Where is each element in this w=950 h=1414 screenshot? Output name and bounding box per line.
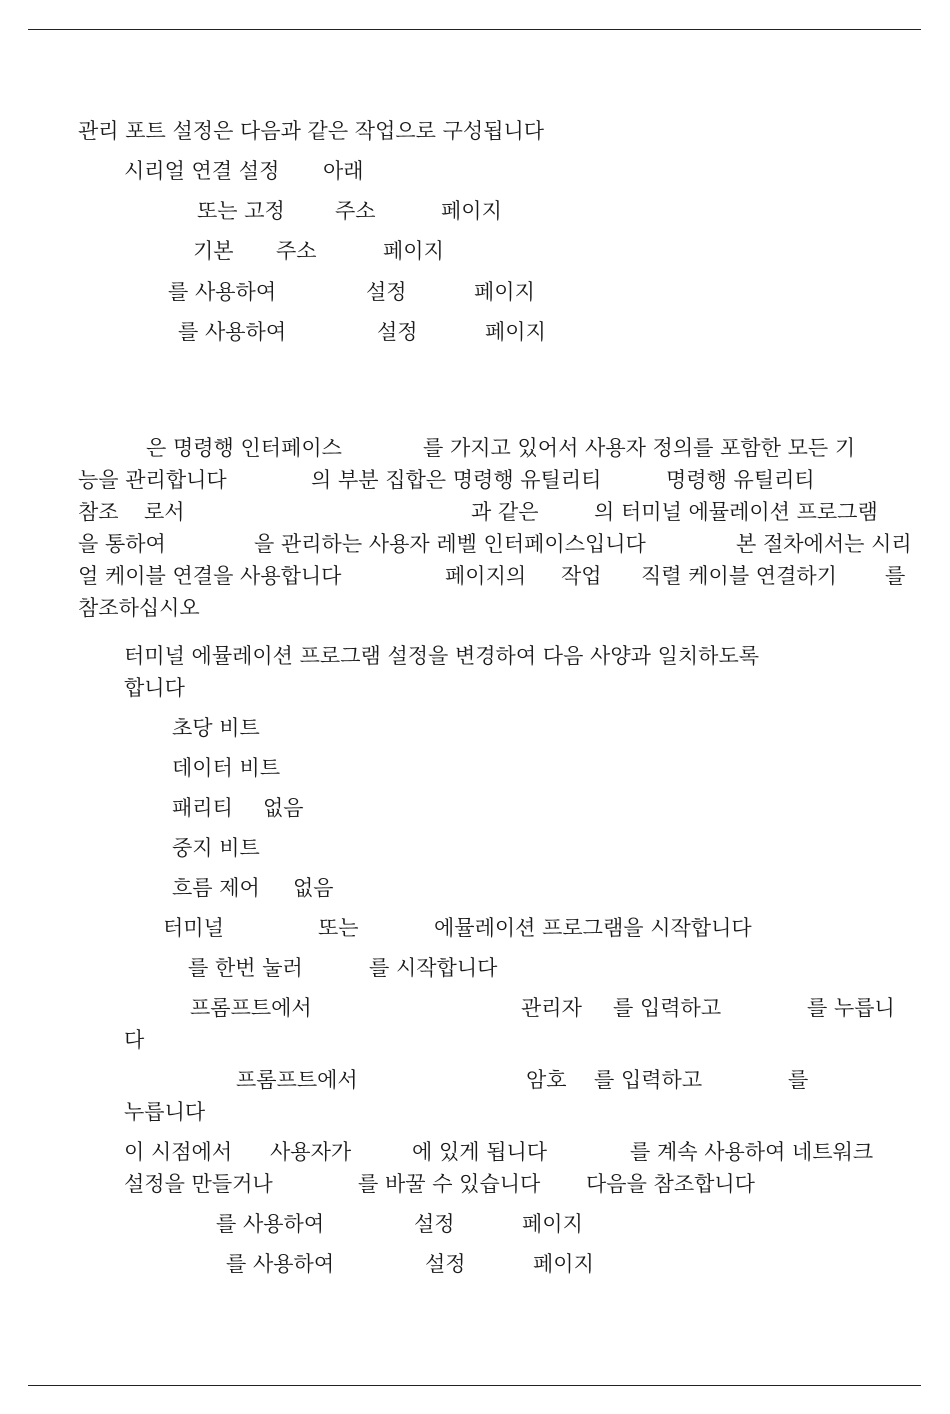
spec-bits-per-second: 초당 비트 — [172, 716, 260, 740]
bottom-rule — [28, 1385, 921, 1386]
task-default-page: 페이지 — [383, 239, 444, 263]
task-static-page: 페이지 — [441, 199, 502, 223]
step-start-emulator: 에뮬레이션 프로그램을 시작합니다 — [434, 916, 752, 940]
body-fragment: 작업 — [561, 564, 602, 588]
step-press-once: 를 한번 눌러 — [188, 956, 303, 980]
body-fragment: 를 — [885, 564, 906, 588]
body-fragment: 과 같은 — [471, 500, 539, 524]
task-serial-below: 아래 — [323, 159, 364, 183]
step-press-start: 를 시작합니다 — [369, 956, 498, 980]
step-now-e: 설정을 만들거나 — [124, 1172, 273, 1196]
step-start-or: 또는 — [318, 916, 359, 940]
task-default-text: 기본 — [193, 239, 234, 263]
step-login-enter: 를 입력하고 — [613, 996, 722, 1020]
ref1-text: 를 사용하여 — [216, 1212, 325, 1236]
step-now-d: 를 계속 사용하여 네트워크 — [630, 1140, 874, 1164]
body-line-4 — [78, 528, 920, 560]
spec-flow-control-value: 없음 — [293, 876, 334, 900]
task-static-text: 또는 고정 — [197, 199, 285, 223]
body-fragment: 직렬 케이블 연결하기 — [641, 564, 837, 588]
ref2-text: 를 사용하여 — [226, 1252, 335, 1276]
spec-stop-bits: 중지 비트 — [172, 836, 260, 860]
body-fragment: 로서 — [144, 500, 185, 524]
step-login-end: 다 — [124, 1028, 145, 1052]
ref2-page: 페이지 — [533, 1252, 594, 1276]
body-line-1 — [78, 432, 920, 464]
body-paragraph — [78, 432, 920, 624]
ref1-setting: 설정 — [414, 1212, 455, 1236]
top-rule — [28, 29, 921, 30]
body-fragment: 페이지의 — [445, 564, 527, 588]
step-now-c: 에 있게 됩니다 — [412, 1140, 548, 1164]
body-fragment: 명령행 유틸리티 — [666, 468, 815, 492]
task-default-address: 주소 — [276, 239, 317, 263]
ref1-page: 페이지 — [522, 1212, 583, 1236]
body-fragment: 을 통하여 — [78, 532, 166, 556]
body-line-5 — [78, 560, 920, 592]
body-fragment: 의 부분 집합은 명령행 유틸리티 — [311, 468, 602, 492]
task-use1-page: 페이지 — [474, 280, 535, 304]
task-use1-text: 를 사용하여 — [168, 280, 277, 304]
step-password-end: 누릅니다 — [124, 1100, 206, 1124]
step-password-prompt: 프롬프트에서 — [236, 1068, 358, 1092]
body-line-3 — [78, 496, 920, 528]
step-login-press: 를 누릅니 — [807, 996, 895, 1020]
task-use2-text: 를 사용하여 — [178, 320, 287, 344]
step-start-terminal: 터미널 — [163, 916, 224, 940]
task-use2-page: 페이지 — [485, 320, 546, 344]
body-fragment: 능을 관리합니다 — [78, 468, 227, 492]
step-terminal-line2: 합니다 — [124, 676, 185, 700]
step-terminal-line1: 터미널 에뮬레이션 프로그램 설정을 변경하여 다음 사양과 일치하도록 — [124, 644, 760, 668]
task-serial-text: 시리얼 연결 설정 — [124, 159, 280, 183]
ref2-setting: 설정 — [425, 1252, 466, 1276]
step-now-b: 사용자가 — [270, 1140, 352, 1164]
step-password-enter: 를 입력하고 — [594, 1068, 703, 1092]
body-fragment: 을 관리하는 사용자 레벨 인터페이스입니다 — [254, 532, 646, 556]
step-now-f: 를 바꿀 수 있습니다 — [358, 1172, 541, 1196]
step-login-prompt: 프롬프트에서 — [190, 996, 312, 1020]
intro-text: 관리 포트 설정은 다음과 같은 작업으로 구성됩니다 — [78, 119, 545, 143]
body-line-2 — [78, 464, 920, 496]
body-fragment: 참조하십시오 — [78, 596, 200, 620]
body-fragment: 를 가지고 있어서 사용자 정의를 포함한 모든 기 — [423, 436, 856, 460]
body-fragment: 의 터미널 에뮬레이션 프로그램 — [594, 500, 878, 524]
step-login-admin: 관리자 — [521, 996, 582, 1020]
step-password-key: 를 — [788, 1068, 809, 1092]
step-password-label: 암호 — [526, 1068, 567, 1092]
body-fragment: 얼 케이블 연결을 사용합니다 — [78, 564, 342, 588]
task-use1-setting: 설정 — [366, 280, 407, 304]
body-fragment: 참조 — [78, 500, 119, 524]
spec-parity-value: 없음 — [263, 796, 304, 820]
spec-flow-control-label: 흐름 제어 — [172, 876, 260, 900]
step-now-a: 이 시점에서 — [124, 1140, 233, 1164]
body-fragment: 본 절차에서는 시리 — [736, 532, 912, 556]
step-now-g: 다음을 참조합니다 — [586, 1172, 755, 1196]
spec-data-bits: 데이터 비트 — [172, 756, 281, 780]
body-line-6 — [78, 592, 920, 624]
body-fragment: 은 명령행 인터페이스 — [146, 436, 342, 460]
task-use2-setting: 설정 — [377, 320, 418, 344]
spec-parity-label: 패리티 — [172, 796, 233, 820]
task-static-address: 주소 — [335, 199, 376, 223]
